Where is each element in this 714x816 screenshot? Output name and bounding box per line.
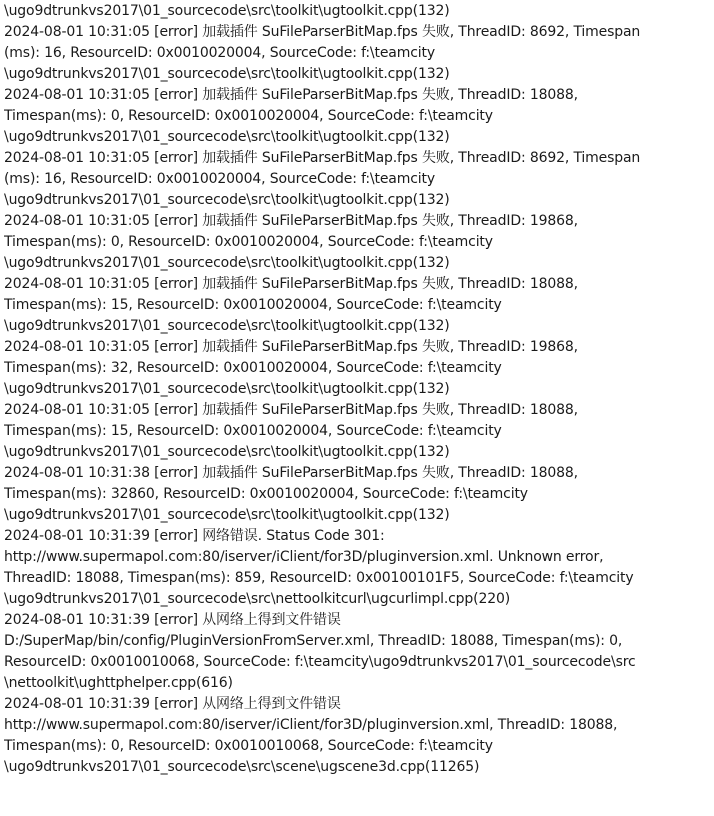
log-line: D:/SuperMap/bin/config/PluginVersionFromServer.xml, ThreadID: 18088, Timespan(ms): 0, bbox=[4, 633, 623, 649]
log-line: http://www.supermapol.com:80/iserver/iClient/for3D/pluginversion.xml, ThreadID: 18088, bbox=[4, 717, 618, 733]
log-line: (ms): 16, ResourceID: 0x0010020004, SourceCode: f:\teamcity bbox=[4, 171, 435, 187]
log-line: \nettoolkit\ughttphelper.cpp(616) bbox=[4, 675, 233, 691]
log-text-view[interactable] bbox=[4, 1, 710, 778]
log-line: (ms): 16, ResourceID: 0x0010020004, SourceCode: f:\teamcity bbox=[4, 45, 435, 61]
log-line: \ugo9dtrunkvs2017\01_sourcecode\src\scene\ugscene3d.cpp(11265) bbox=[4, 759, 480, 775]
log-line: ThreadID: 18088, Timespan(ms): 859, ResourceID: 0x00100101F5, SourceCode: f:\teamcity bbox=[4, 570, 634, 586]
log-line: 2024-08-01 10:31:05 [error] 加载插件 SuFileParserBitMap.fps 失败, ThreadID: 18088, bbox=[4, 402, 578, 418]
log-line: 2024-08-01 10:31:05 [error] 加载插件 SuFileParserBitMap.fps 失败, ThreadID: 18088, bbox=[4, 87, 578, 103]
log-line: 2024-08-01 10:31:05 [error] 加载插件 SuFileParserBitMap.fps 失败, ThreadID: 8692, Timespan bbox=[4, 24, 641, 40]
log-line: 2024-08-01 10:31:05 [error] 加载插件 SuFileParserBitMap.fps 失败, ThreadID: 8692, Timespan bbox=[4, 150, 641, 166]
log-line: 2024-08-01 10:31:38 [error] 加载插件 SuFileParserBitMap.fps 失败, ThreadID: 18088, bbox=[4, 465, 578, 481]
log-line: Timespan(ms): 32860, ResourceID: 0x0010020004, SourceCode: f:\teamcity bbox=[4, 486, 528, 502]
log-line: Timespan(ms): 15, ResourceID: 0x0010020004, SourceCode: f:\teamcity bbox=[4, 423, 502, 439]
log-line: 2024-08-01 10:31:39 [error] 网络错误. Status Code 301: bbox=[4, 528, 385, 544]
log-line: \ugo9dtrunkvs2017\01_sourcecode\src\toolkit\ugtoolkit.cpp(132) bbox=[4, 507, 450, 523]
log-line: Timespan(ms): 0, ResourceID: 0x0010020004, SourceCode: f:\teamcity bbox=[4, 108, 493, 124]
log-line: 2024-08-01 10:31:05 [error] 加载插件 SuFileParserBitMap.fps 失败, ThreadID: 19868, bbox=[4, 213, 578, 229]
log-line: \ugo9dtrunkvs2017\01_sourcecode\src\toolkit\ugtoolkit.cpp(132) bbox=[4, 381, 450, 397]
log-line: \ugo9dtrunkvs2017\01_sourcecode\src\toolkit\ugtoolkit.cpp(132) bbox=[4, 318, 450, 334]
log-line: Timespan(ms): 15, ResourceID: 0x0010020004, SourceCode: f:\teamcity bbox=[4, 297, 502, 313]
log-line: \ugo9dtrunkvs2017\01_sourcecode\src\toolkit\ugtoolkit.cpp(132) bbox=[4, 255, 450, 271]
log-line: \ugo9dtrunkvs2017\01_sourcecode\src\toolkit\ugtoolkit.cpp(132) bbox=[4, 3, 450, 19]
log-line: Timespan(ms): 32, ResourceID: 0x0010020004, SourceCode: f:\teamcity bbox=[4, 360, 502, 376]
log-line: 2024-08-01 10:31:39 [error] 从网络上得到文件错误 bbox=[4, 612, 341, 628]
log-line: Timespan(ms): 0, ResourceID: 0x0010010068, SourceCode: f:\teamcity bbox=[4, 738, 493, 754]
log-line: \ugo9dtrunkvs2017\01_sourcecode\src\toolkit\ugtoolkit.cpp(132) bbox=[4, 66, 450, 82]
log-line: 2024-08-01 10:31:05 [error] 加载插件 SuFileParserBitMap.fps 失败, ThreadID: 19868, bbox=[4, 339, 578, 355]
log-line: 2024-08-01 10:31:39 [error] 从网络上得到文件错误 bbox=[4, 696, 341, 712]
log-line: \ugo9dtrunkvs2017\01_sourcecode\src\toolkit\ugtoolkit.cpp(132) bbox=[4, 444, 450, 460]
log-line: Timespan(ms): 0, ResourceID: 0x0010020004, SourceCode: f:\teamcity bbox=[4, 234, 493, 250]
log-line: ResourceID: 0x0010010068, SourceCode: f:\teamcity\ugo9dtrunkvs2017\01_sourcecode\src bbox=[4, 654, 636, 670]
log-line: \ugo9dtrunkvs2017\01_sourcecode\src\toolkit\ugtoolkit.cpp(132) bbox=[4, 129, 450, 145]
log-line: \ugo9dtrunkvs2017\01_sourcecode\src\toolkit\ugtoolkit.cpp(132) bbox=[4, 192, 450, 208]
log-line: \ugo9dtrunkvs2017\01_sourcecode\src\nettoolkitcurl\ugcurlimpl.cpp(220) bbox=[4, 591, 511, 607]
log-line: http://www.supermapol.com:80/iserver/iClient/for3D/pluginversion.xml. Unknown error, bbox=[4, 549, 604, 565]
log-line: 2024-08-01 10:31:05 [error] 加载插件 SuFileParserBitMap.fps 失败, ThreadID: 18088, bbox=[4, 276, 578, 292]
